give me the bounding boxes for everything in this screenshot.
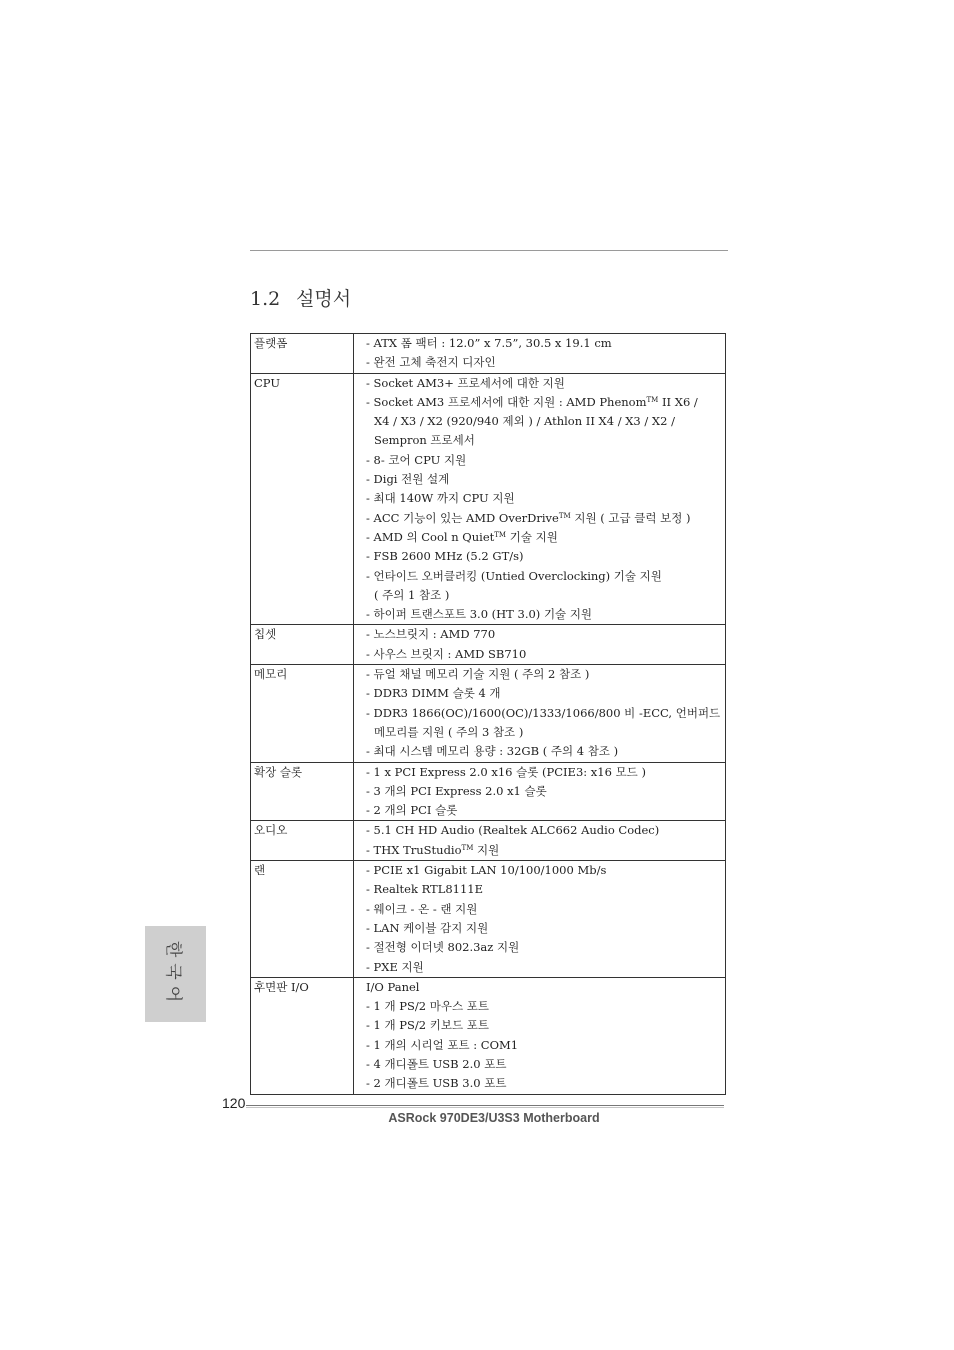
spec-line-text: - 1 개 PS/2 마우스 포트 (366, 999, 489, 1014)
spec-line (366, 1055, 723, 1074)
spec-line-text: - 최대 140W 까지 CPU 지원 (366, 491, 515, 506)
spec-content (354, 861, 726, 978)
trademark-mark: TM (494, 530, 507, 539)
spec-line-text: - 1 x PCI Express 2.0 x16 슬롯 (PCIE3: x16 모드 ) (366, 764, 646, 779)
spec-line (366, 997, 723, 1016)
spec-line (366, 451, 723, 470)
spec-line (366, 509, 723, 528)
spec-line (366, 567, 723, 586)
spec-line-text: - LAN 케이블 감지 지원 (366, 920, 489, 935)
spec-row (251, 665, 726, 762)
spec-label: 랜 (251, 861, 354, 978)
specification-table-body (251, 334, 726, 1095)
spec-line (366, 1074, 723, 1093)
spec-line (366, 978, 723, 997)
spec-line (366, 782, 723, 801)
spec-line-text-after: II X6 / (658, 394, 698, 409)
spec-line-text: - 4 개디폴트 USB 2.0 포트 (366, 1056, 507, 1071)
spec-row (251, 861, 726, 978)
spec-line (366, 919, 723, 938)
spec-line-text: - 절전형 이더넷 802.3az 지원 (366, 940, 520, 955)
spec-label: 오디오 (251, 821, 354, 861)
spec-content (354, 373, 726, 625)
footer-divider-shadow (246, 1107, 724, 1108)
spec-line-text: - 완전 고체 축전지 디자인 (366, 355, 496, 370)
spec-line-text: - AMD 의 Cool n Quiet (366, 529, 495, 544)
spec-label: 플랫폼 (251, 334, 354, 374)
spec-content (354, 821, 726, 861)
spec-line-text: - Socket AM3 프로세서에 대한 지원 : AMD Phenom (366, 394, 647, 409)
section-number: 1.2 (250, 288, 281, 310)
spec-line (366, 431, 723, 450)
spec-line-text: - 2 개의 PCI 슬롯 (366, 803, 458, 818)
spec-content (354, 334, 726, 374)
spec-line (366, 880, 723, 899)
spec-line (366, 958, 723, 977)
spec-line-text: ( 주의 1 참조 ) (374, 587, 450, 602)
language-tab-label: 한국어 (163, 940, 183, 1008)
spec-row (251, 762, 726, 821)
spec-line-text: - DDR3 1866(OC)/1600(OC)/1333/1066/800 비 -ECC, 언버퍼드 (366, 705, 721, 720)
spec-line (366, 645, 723, 664)
footer-product-name: ASRock 970DE3/U3S3 Motherboard (388, 1111, 600, 1125)
spec-line-text: - Digi 전원 설계 (366, 472, 450, 487)
spec-label: 후면판 I/O (251, 977, 354, 1094)
spec-line-text: - 최대 시스템 메모리 용량 : 32GB ( 주의 4 참조 ) (366, 744, 619, 759)
spec-line-text: - ACC 기능이 있는 AMD OverDrive (366, 510, 559, 525)
spec-line (366, 665, 723, 684)
header-divider (250, 250, 728, 251)
spec-line-text-after: 지원 (473, 842, 500, 857)
spec-line-text: I/O Panel (366, 979, 420, 994)
spec-line (366, 1036, 723, 1055)
spec-row (251, 625, 726, 665)
spec-line (366, 684, 723, 703)
spec-line-text: - ATX 폼 팩터 : 12.0” x 7.5”, 30.5 x 19.1 cm (366, 336, 612, 350)
spec-line-text: - 언타이드 오버클러킹 (Untied Overclocking) 기술 지원 (366, 568, 662, 583)
spec-line-text: - FSB 2600 MHz (5.2 GT/s) (366, 549, 524, 564)
spec-line (366, 938, 723, 957)
spec-line (366, 801, 723, 820)
spec-line-text: 메모리를 지원 ( 주의 3 참조 ) (374, 724, 524, 739)
spec-line-text: - 5.1 CH HD Audio (Realtek ALC662 Audio Codec) (366, 823, 660, 838)
spec-line-text: - 2 개디폴트 USB 3.0 포트 (366, 1076, 507, 1091)
trademark-mark: TM (461, 843, 474, 852)
spec-line (366, 625, 723, 644)
section-title: 설명서 (296, 288, 352, 310)
spec-line (366, 861, 723, 880)
spec-line (366, 412, 723, 431)
spec-label: 확장 슬롯 (251, 762, 354, 821)
page-number: 120 (222, 1095, 246, 1111)
spec-line (366, 821, 723, 840)
spec-line (366, 723, 723, 742)
spec-line (366, 841, 723, 860)
spec-content (354, 762, 726, 821)
spec-line (366, 470, 723, 489)
spec-line-text: - 듀얼 채널 메모리 기술 지원 ( 주의 2 참조 ) (366, 667, 590, 682)
section-heading (250, 284, 351, 311)
spec-line (366, 334, 723, 353)
spec-line-text-after: 지원 ( 고급 클럭 보정 ) (570, 510, 691, 525)
trademark-mark: TM (646, 395, 659, 404)
specification-table (250, 333, 726, 1095)
spec-line-text: - 1 개 PS/2 키보드 포트 (366, 1018, 489, 1033)
trademark-mark: TM (558, 511, 571, 520)
spec-label: 메모리 (251, 665, 354, 762)
spec-row (251, 373, 726, 625)
spec-line-text: - PXE 지원 (366, 959, 424, 974)
spec-line-text: X4 / X3 / X2 (920/940 제외 ) / Athlon II X4 / X3 / X2 / (374, 414, 675, 429)
spec-line (366, 353, 723, 372)
spec-content (354, 625, 726, 665)
spec-line-text: Sempron 프로세서 (374, 433, 475, 448)
spec-line-text: - 하이퍼 트랜스포트 3.0 (HT 3.0) 기술 지원 (366, 607, 593, 622)
spec-line (366, 393, 723, 412)
spec-line (366, 528, 723, 547)
spec-line (366, 763, 723, 782)
spec-line (366, 374, 723, 393)
spec-line-text: - 8- 코어 CPU 지원 (366, 452, 467, 467)
spec-line-text: - Socket AM3+ 프로세서에 대한 지원 (366, 375, 565, 390)
spec-line-text: - PCIE x1 Gigabit LAN 10/100/1000 Mb/s (366, 863, 607, 878)
spec-line-text: - 3 개의 PCI Express 2.0 x1 슬롯 (366, 783, 547, 798)
spec-line (366, 547, 723, 566)
spec-line (366, 742, 723, 761)
spec-line-text: - 사우스 브릿지 : AMD SB710 (366, 646, 527, 661)
spec-row (251, 821, 726, 861)
spec-content (354, 977, 726, 1094)
spec-line-text-after: 기술 지원 (506, 529, 558, 544)
spec-row (251, 334, 726, 374)
spec-content (354, 665, 726, 762)
spec-row (251, 977, 726, 1094)
spec-line-text: - 웨이크 - 온 - 랜 지원 (366, 901, 478, 916)
language-tab (145, 926, 206, 1022)
spec-line (366, 900, 723, 919)
spec-line-text: - 1 개의 시리얼 포트 : COM1 (366, 1037, 519, 1052)
spec-line (366, 586, 723, 605)
footer-divider (246, 1105, 724, 1106)
spec-line-text: - Realtek RTL8111E (366, 882, 484, 897)
spec-line-text: - 노스브릿지 : AMD 770 (366, 627, 496, 642)
spec-line-text: - DDR3 DIMM 슬롯 4 개 (366, 686, 501, 701)
spec-line (366, 605, 723, 624)
spec-line (366, 1016, 723, 1035)
spec-label: CPU (251, 373, 354, 625)
spec-line-text: - THX TruStudio (366, 842, 462, 857)
spec-label: 칩셋 (251, 625, 354, 665)
spec-line (366, 704, 723, 723)
spec-line (366, 489, 723, 508)
